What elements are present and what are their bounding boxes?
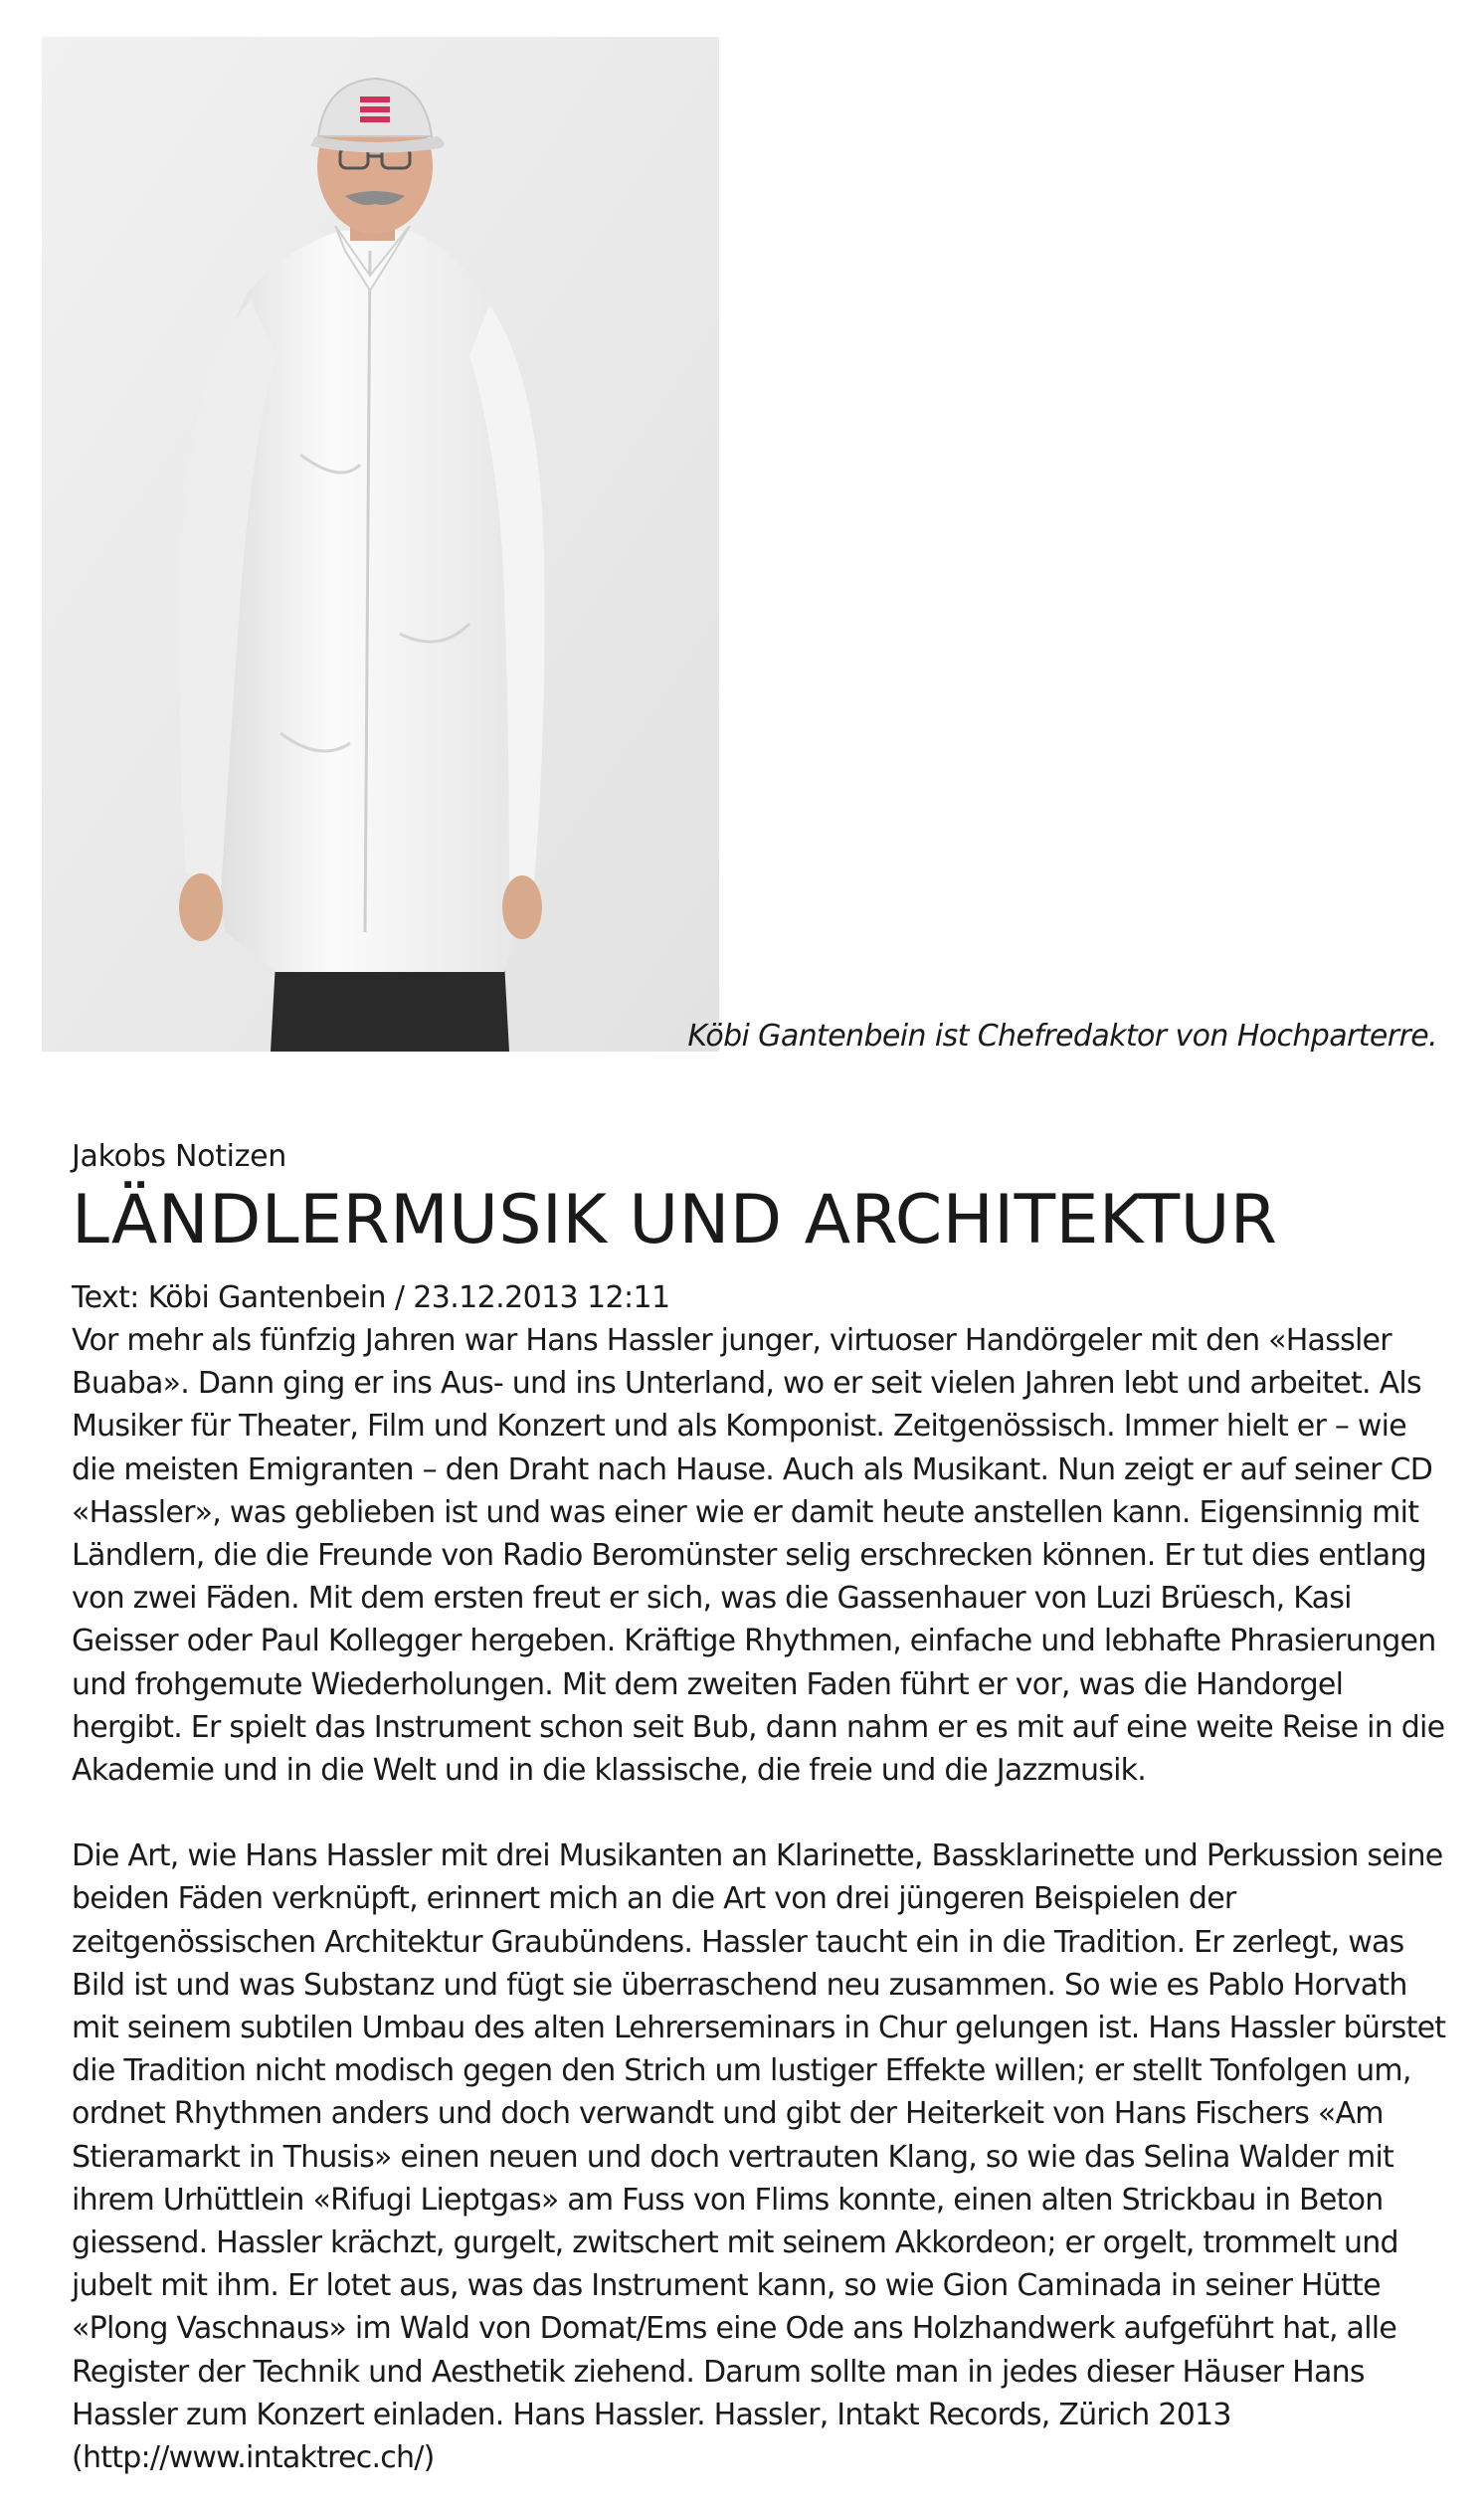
- article: [72, 1137, 1449, 2479]
- portrait-photo: [42, 37, 719, 1052]
- article-paragraph-1: Vor mehr als fünfzig Jahren war Hans Hassler junger, virtuoser Handörgeler mit den «Hassler Buaba». Dann ging er ins Aus- und ins Unterland, wo er seit vielen Jahren lebt und arbeitet. Als Musiker für Theater, Film und Konzert und als Komponist. Zeitgenössisch. Immer hielt er – wie die meisten Emigranten – den Draht nach Hause. Auch als Musikant. Nun zeigt er auf seiner CD «Hassler», was geblieben ist und was einer wie er damit heute anstellen kann. Eigensinnig mit Ländlern, die die Freunde von Radio Beromünster selig erschrecken können. Er tut dies entlang von zwei Fäden. Mit dem ersten freut er sich, was die Gassenhauer von Luzi Brüesch, Kasi Geisser oder Paul Kollegger hergeben. Kräftige Rhythmen, einfache und lebhafte Phrasierungen und frohgemute Wiederholungen. Mit dem zweiten Faden führt er vor, was die Handorgel hergibt. Er spielt das Instrument schon seit Bub, dann nahm er es mit auf eine weite Reise in die Akademie und in die Welt und in die klassische, die freie und die Jazzmusik.: [72, 1323, 1445, 1789]
- photo-caption: Köbi Gantenbein ist Chefredaktor von Hochparterre.: [687, 1019, 1437, 1054]
- article-paragraph-2: Die Art, wie Hans Hassler mit drei Musikanten an Klarinette, Bassklarinette und Perkussion seine beiden Fäden verknüpft, erinnert mich an die Art von drei jüngeren Beispielen der zeitgenössischen Architektur Graubündens. Hassler taucht ein in die Tradition. Er zerlegt, was Bild ist und was Substanz und fügt sie überraschend neu zusammen. So wie es Pablo Horvath mit seinem subtilen Umbau des alten Lehrerseminars in Chur gelungen ist. Hans Hassler bürstet die Tradition nicht modisch gegen den Strich um lustiger Effekte willen; er stellt Tonfolgen um, ordnet Rhythmen anders und doch verwandt und gibt der Heiterkeit von Hans Fischers «Am Stieramarkt in Thusis» einen neuen und doch vertrauten Klang, so wie das Selina Walder mit ihrem Urhüttlein «Rifugi Lieptgas» am Fuss von Flims konnte, einen alten Strickbau in Beton giessend. Hassler krächzt, gurgelt, zwitschert mit seinem Akkordeon; er orgelt, trommelt und jubelt mit ihm. Er lotet aus, was das Instrument kann, so wie Gion Caminada in seiner Hütte «Plong Vaschnaus» im Wald von Domat/Ems eine Ode ans Holzhandwerk aufgeführt hat, alle Register der Technik und Aesthetik ziehend. Darum sollte man in jedes dieser Häuser Hans Hassler zum Konzert einladen. Hans Hassler. Hassler, Intakt Records, Zürich 2013 (http://www.intaktrec.ch/): [72, 1838, 1446, 2476]
- column-kicker[interactable]: Jakobs Notizen: [72, 1139, 287, 1174]
- article-title: LÄNDLERMUSIK UND ARCHITEKTUR: [72, 1181, 1278, 1259]
- article-byline: Text: Köbi Gantenbein / 23.12.2013 12:11: [72, 1280, 670, 1315]
- portrait-illustration: [42, 37, 719, 1052]
